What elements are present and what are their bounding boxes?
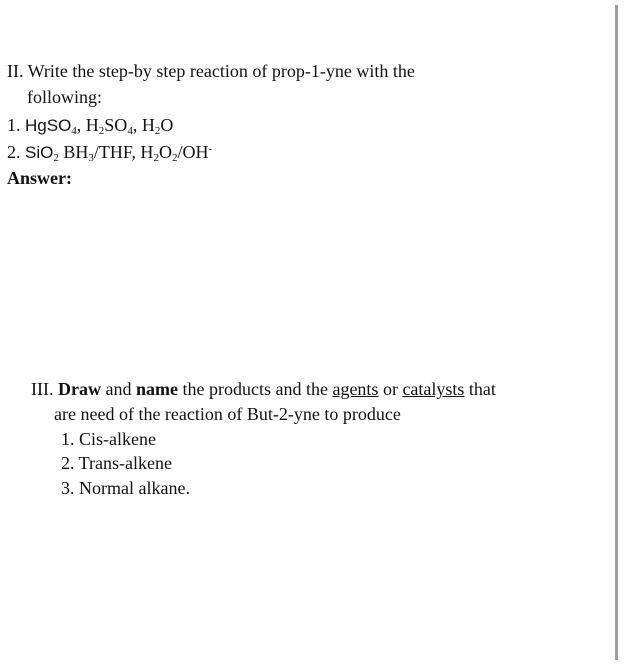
item-2-o: O xyxy=(158,142,172,162)
item-2-number: 2. xyxy=(7,142,21,162)
sub-4: 4 xyxy=(127,125,133,137)
sub-2: 2 xyxy=(154,125,161,137)
item-1-o: O xyxy=(160,115,174,135)
q3-and: and xyxy=(100,379,136,399)
sub-2: 2 xyxy=(53,152,59,164)
sub-2: 2 xyxy=(98,125,105,137)
q3-agents: agents xyxy=(332,379,379,399)
q3-prefix: III. xyxy=(31,379,58,399)
page-edge-divider xyxy=(615,5,618,660)
q3-that: that xyxy=(464,379,496,399)
item-2-oh: /OH xyxy=(177,142,209,162)
superscript-minus: - xyxy=(208,143,213,155)
sub-3: 3 xyxy=(88,152,94,164)
sub-4: 4 xyxy=(71,125,77,137)
item-1-so: SO xyxy=(104,115,128,135)
q3-name: name xyxy=(135,379,178,399)
question-2-line-2: following: xyxy=(27,87,102,107)
q3-draw: Draw xyxy=(57,379,101,399)
question-2-item-1 xyxy=(7,114,173,137)
item-1-hgso: HgSO xyxy=(25,116,72,135)
q3-or: or xyxy=(378,379,403,399)
q3-mid: the products and the xyxy=(177,379,333,399)
question-3-item-3: 3. Normal alkane. xyxy=(61,478,190,498)
sub-2: 2 xyxy=(153,152,159,164)
question-3-item-2: 2. Trans-alkene xyxy=(61,453,172,473)
sub-2: 2 xyxy=(171,152,178,164)
item-2-thf: /THF, H xyxy=(93,142,154,162)
item-1-number: 1. xyxy=(7,115,21,135)
question-3-line-1 xyxy=(31,378,496,400)
item-2-bh: BH xyxy=(58,142,89,162)
answer-label: Answer: xyxy=(7,168,72,188)
question-2-line-1: II. Write the step-by step reaction of prop-1-yne with the xyxy=(7,61,415,81)
question-3-line-2: are need of the reaction of But-2-yne to produce xyxy=(54,404,401,424)
item-1-h: , H xyxy=(132,115,155,135)
item-2-sio: SiO xyxy=(25,143,54,162)
question-3-item-1: 1. Cis-alkene xyxy=(61,429,156,449)
item-1-h: , H xyxy=(76,115,99,135)
question-2-item-2 xyxy=(7,141,212,164)
q3-catalysts: catalysts xyxy=(402,379,465,399)
